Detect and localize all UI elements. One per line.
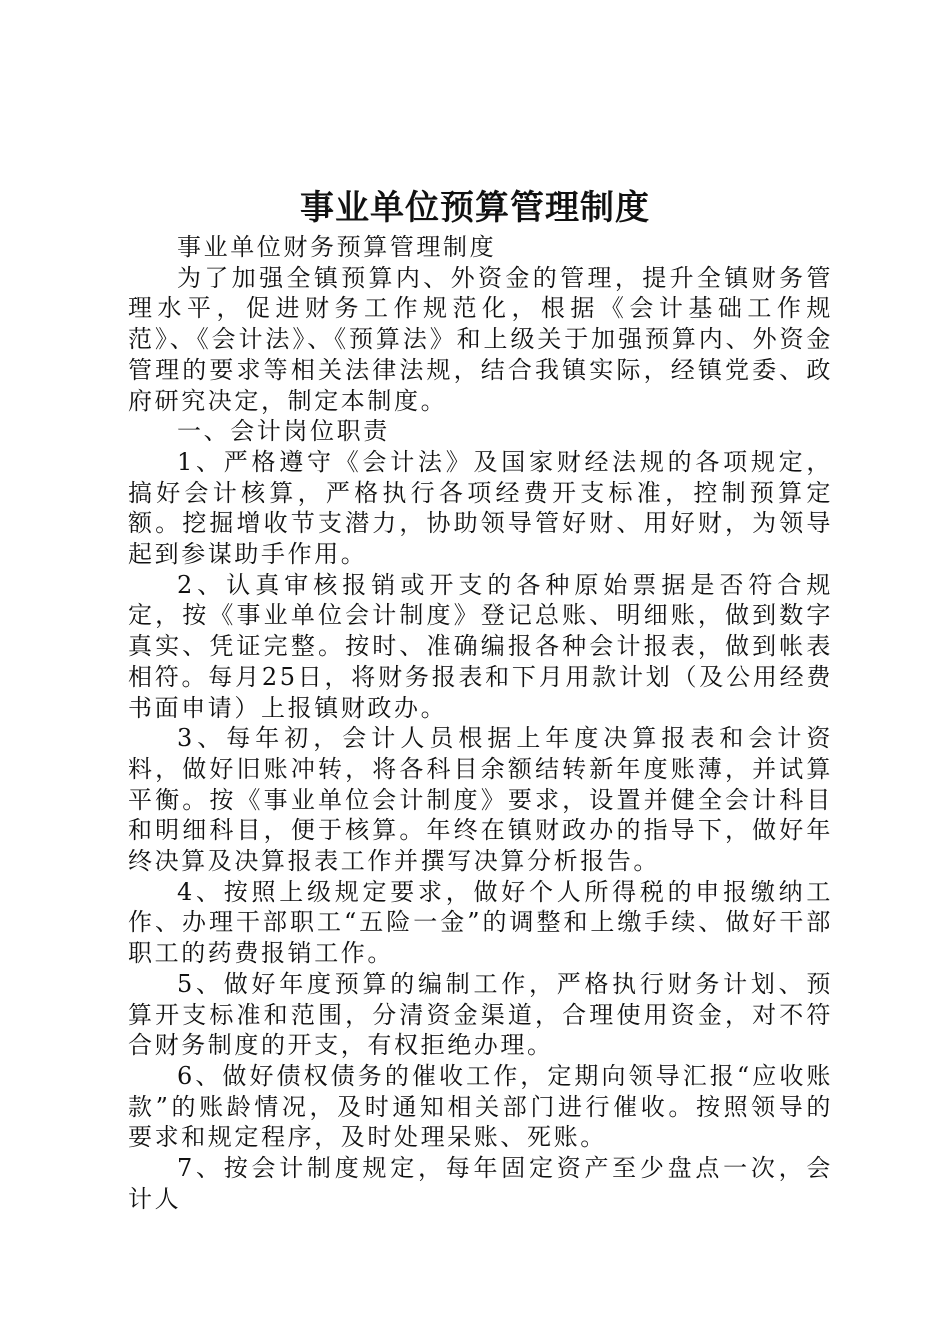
paragraph-item-3: 3、每年初，会计人员根据上年度决算报表和会计资料，做好旧账冲转，将各科目余额结转新年度账薄，并试算平衡。按《事业单位会计制度》要求，设置并健全会计科目和明细科目，便于核算。年终在镇财政办的指导下，做好年终决算及决算报表工作并撰写决算分析报告。 [128,724,833,876]
section-heading: 一、会计岗位职责 [177,417,390,446]
document-subtitle: 事业单位财务预算管理制度 [177,233,497,261]
paragraph-item-6: 6、做好债权债务的催收工作，定期向领导汇报“应收账款”的账龄情况，及时通知相关部门进行催收。按照领导的要求和规定程序，及时处理呆账、死账。 [128,1061,833,1152]
paragraph-item-7: 7、按会计制度规定，每年固定资产至少盘点一次，会计人 [128,1154,833,1213]
paragraph-intro: 为了加强全镇预算内、外资金的管理，提升全镇财务管理水平，促进财务工作规范化，根据《会计基础工作规范》、《会计法》、《预算法》和上级关于加强预算内、外资金管理的要求等相关法律法规，结合我镇实际，经镇党委、政府研究决定，制定本制度。 [128,263,833,415]
document-title: 事业单位预算管理制度 [300,188,650,228]
paragraph-item-2: 2、认真审核报销或开支的各种原始票据是否符合规定，按《事业单位会计制度》登记总账、明细账，做到数字真实、凭证完整。按时、准确编报各种会计报表，做到帐表相符。每月25日，将财务报表和下月用款计划（及公用经费书面申请）上报镇财政办。 [128,570,833,722]
paragraph-item-1: 1、严格遵守《会计法》及国家财经法规的各项规定，搞好会计核算，严格执行各项经费开支标准，控制预算定额。挖掘增收节支潜力，协助领导管好财、用好财，为领导起到参谋助手作用。 [128,447,833,569]
document-body [128,232,833,1215]
paragraph-item-4: 4、按照上级规定要求，做好个人所得税的申报缴纳工作、办理干部职工“五险一金”的调整和上缴手续、做好干部职工的药费报销工作。 [128,877,833,968]
paragraph-item-5: 5、做好年度预算的编制工作，严格执行财务计划、预算开支标准和范围，分清资金渠道，合理使用资金，对不符合财务制度的开支，有权拒绝办理。 [128,969,833,1060]
